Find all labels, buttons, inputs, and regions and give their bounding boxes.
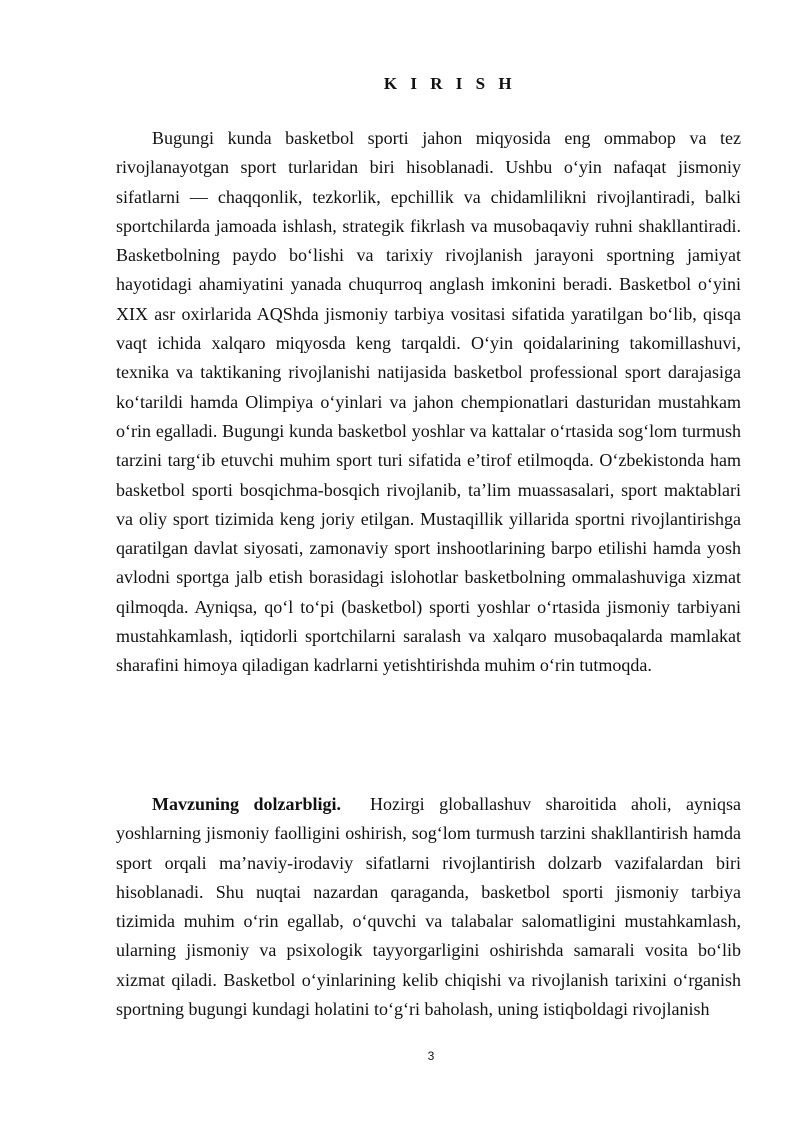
- section-title: K I R I S H: [383, 74, 517, 93]
- page-number: 3: [427, 1049, 435, 1063]
- intro-paragraph: Bugungi kunda basketbol sporti jahon miqyosida eng ommabop va tez rivojlanayotgan sport turlaridan biri hisoblanadi. Ushbu o‘yin nafaqat jismoniy sifatlarni — chaqqonlik, tezkorlik, epchillik va chidamlilikni rivojlantiradi, balki sportchilarda jamoada ishlash, strategik fikrlash va musobaqaviy ruhni shakllantiradi. Basketbolning paydo bo‘lishi va tarixiy rivojlanish jarayoni sportning jamiyat hayotidagi ahamiyatini yanada chuqurroq anglash imkonini beradi. Basketbol o‘yini XIX asr oxirlarida AQShda jismoniy tarbiya vositasi sifatida yaratilgan bo‘lib, qisqa vaqt ichida xalqaro miqyosda keng tarqaldi. O‘yin qoidalarining takomillashuvi, texnika va taktikaning rivojlanishi natijasida basketbol professional sport darajasiga ko‘tarildi hamda Olimpiya o‘yinlari va jahon chempionatlari dasturidan mustahkam o‘rin egalladi. Bugungi kunda basketbol yoshlar va kattalar o‘rtasida sog‘lom turmush tarzini targ‘ib etuvchi muhim sport turi sifatida e’tirof etilmoqda. O‘zbekistonda ham basketbol sporti bosqichma-bosqich rivojlanib, ta’lim muassasalari, sport maktablari va oliy sport tizimida keng joriy etilgan. Mustaqillik yillarida sportni rivojlantirishga qaratilgan davlat siyosati, zamonaviy sport inshootlarining barpo etilishi hamda yosh avlodni sportga jalb etish borasidagi islohotlar basketbolning ommalashuviga xizmat qilmoqda. Ayniqsa, qo‘l to‘pi (basketbol) sporti yoshlar o‘rtasida jismoniy tarbiyani mustahkamlash, iqtidorli sportchilarni saralash va xalqaro musobaqalarda mamlakat sharafini himoya qiladigan kadrlarni yetishtirishda muhim o‘rin tutmoqda.: [116, 128, 741, 676]
- relevance-heading: Mavzuning dolzarbligi.: [152, 794, 341, 814]
- relevance-paragraph: [116, 790, 741, 1024]
- relevance-body: Hozirgi globallashuv sharoitida aholi, ayniqsa yoshlarning jismoniy faolligini oshirish, sog‘lom turmush tarzini shakllantirish hamda sport orqali ma’naviy-irodaviy sifatlarni rivojlantirish dolzarb vazifalardan biri hisoblanadi. Shu nuqtai nazardan qaraganda, basketbol sporti jismoniy tarbiya tizimida muhim o‘rin egallab, o‘quvchi va talabalar salomatligini mustahkamlash, ularning jismoniy va psixologik tayyorgarligini oshirishda samarali vosita bo‘lib xizmat qiladi. Basketbol o‘yinlarining kelib chiqishi va rivojlanish tarixini o‘rganish sportning bugungi kundagi holatini to‘g‘ri baholash, uning istiqboldagi rivojlanish: [116, 794, 741, 1020]
